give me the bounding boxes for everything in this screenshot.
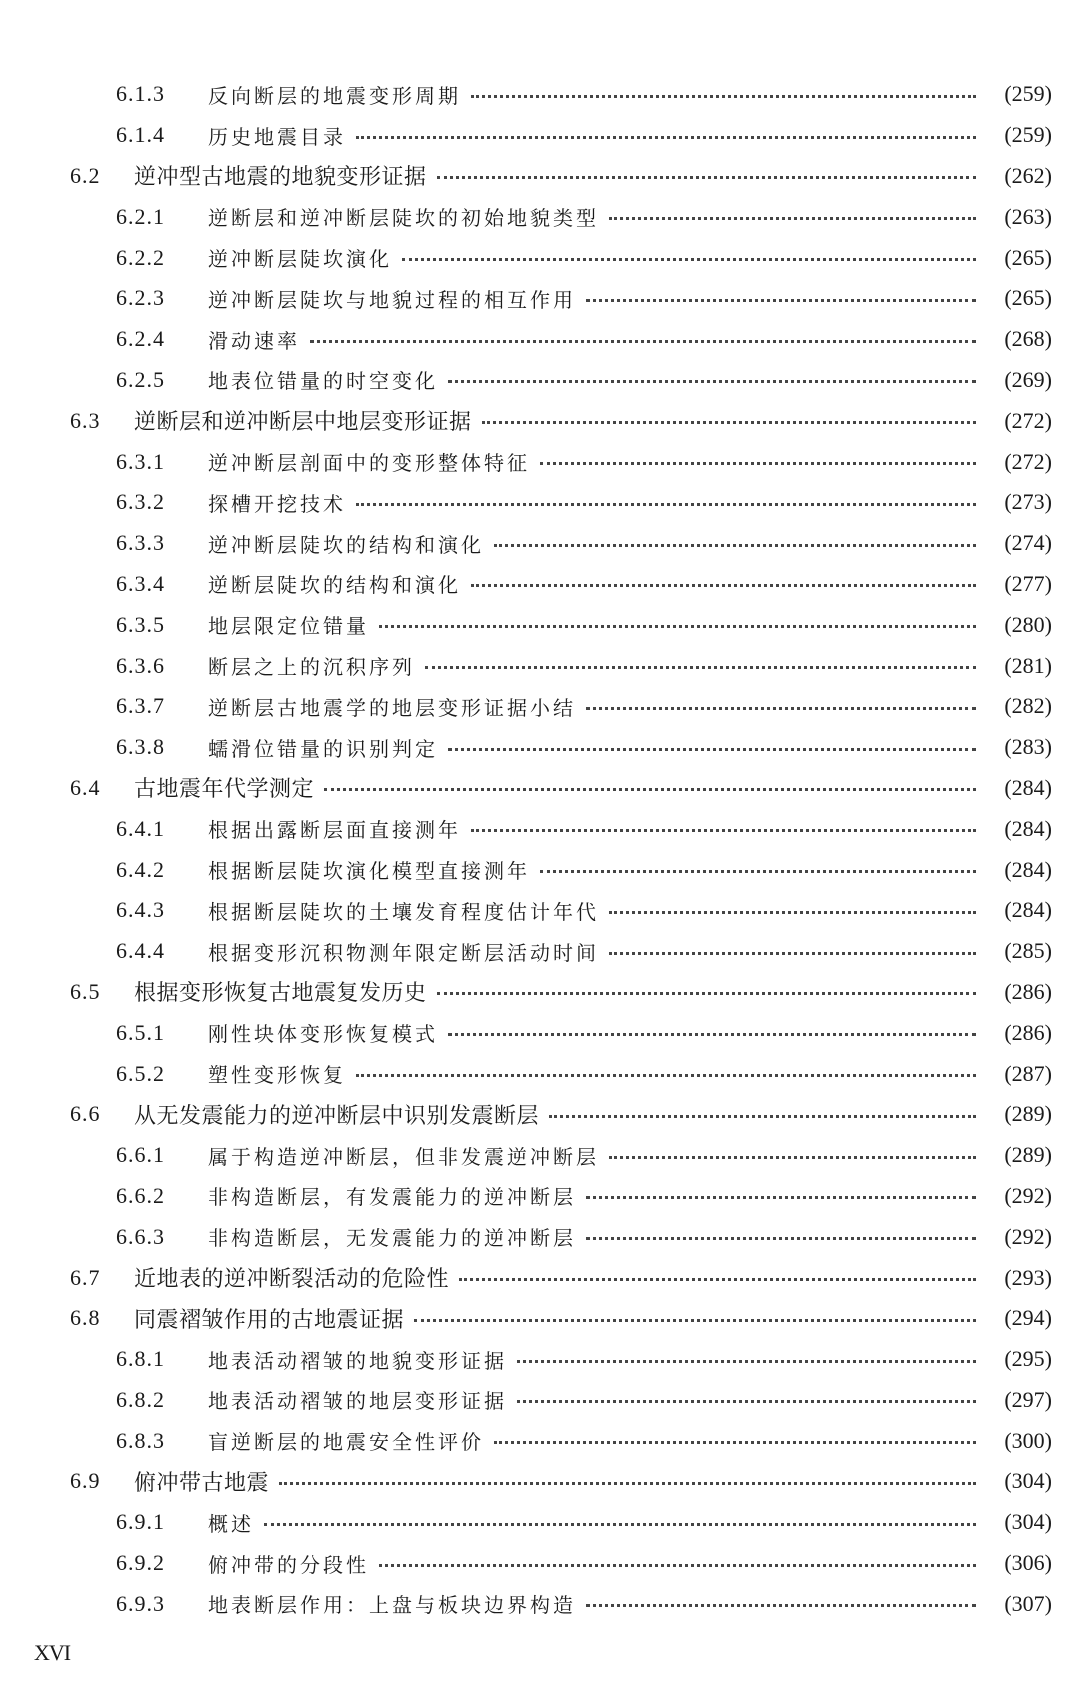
toc-entry-page: (263) bbox=[1004, 203, 1052, 229]
toc-section-entry bbox=[0, 972, 1080, 1013]
toc-subsection-entry bbox=[0, 1216, 1080, 1257]
toc-entry-page: (300) bbox=[1004, 1427, 1052, 1453]
toc-entry-number: 6.5 bbox=[70, 978, 101, 1004]
dot-leader bbox=[609, 217, 976, 220]
toc-entry-page: (280) bbox=[1004, 611, 1052, 637]
toc-entry-page: (287) bbox=[1004, 1060, 1052, 1086]
dot-leader bbox=[494, 1441, 976, 1444]
toc-subsection-entry bbox=[0, 115, 1080, 156]
toc-subsection-entry bbox=[0, 278, 1080, 319]
toc-entry-number: 6.3.3 bbox=[116, 530, 165, 556]
toc-entry-number: 6.3.7 bbox=[116, 693, 165, 719]
dot-leader bbox=[279, 1482, 976, 1485]
toc-entry-page: (269) bbox=[1004, 366, 1052, 392]
dot-leader bbox=[356, 1074, 976, 1077]
toc-subsection-entry bbox=[0, 319, 1080, 360]
toc-subsection-entry bbox=[0, 360, 1080, 401]
toc-entry-title: 逆断层和逆冲断层陡坎的初始地貌类型 bbox=[208, 206, 599, 231]
toc-entry-title: 逆断层和逆冲断层中地层变形证据 bbox=[134, 410, 472, 436]
toc-section-entry bbox=[0, 1094, 1080, 1135]
toc-section-entry bbox=[0, 1461, 1080, 1502]
toc-entry-title: 近地表的逆冲断裂活动的危险性 bbox=[134, 1267, 450, 1292]
page-number-folio: XVI bbox=[34, 1640, 71, 1665]
toc-entry-title: 概述 bbox=[208, 1511, 254, 1536]
toc-entry-title: 历史地震目录 bbox=[208, 124, 346, 149]
dot-leader bbox=[379, 1564, 976, 1567]
toc-entry-title: 反向断层的地震变形周期 bbox=[208, 83, 461, 108]
toc-entry-title: 根据变形沉积物测年限定断层活动时间 bbox=[208, 940, 599, 965]
toc-subsection-entry bbox=[0, 1583, 1080, 1624]
toc-entry-number: 6.3 bbox=[70, 407, 101, 433]
dot-leader bbox=[471, 829, 976, 832]
toc-subsection-entry bbox=[0, 808, 1080, 849]
toc-subsection-entry bbox=[0, 482, 1080, 523]
toc-subsection-entry bbox=[0, 564, 1080, 605]
dot-leader bbox=[448, 380, 976, 383]
toc-section-entry bbox=[0, 1257, 1080, 1298]
toc-entry-title: 刚性块体变形恢复模式 bbox=[208, 1022, 438, 1047]
toc-section-entry bbox=[0, 156, 1080, 197]
toc-entry-number: 6.3.6 bbox=[116, 652, 165, 678]
toc-entry-page: (285) bbox=[1004, 938, 1052, 964]
toc-entry-title: 根据出露断层面直接测年 bbox=[208, 818, 461, 843]
toc-subsection-entry bbox=[0, 237, 1080, 278]
toc-entry-number: 6.3.1 bbox=[116, 448, 165, 474]
toc-entry-number: 6.1.4 bbox=[116, 122, 165, 148]
dot-leader bbox=[402, 258, 976, 261]
toc-entry-number: 6.7 bbox=[70, 1264, 101, 1290]
toc-subsection-entry bbox=[0, 604, 1080, 645]
toc-entry-title: 根据断层陡坎演化模型直接测年 bbox=[208, 859, 530, 884]
toc-subsection-entry bbox=[0, 1420, 1080, 1461]
toc-entry-title: 根据变形恢复古地震复发历史 bbox=[134, 981, 427, 1007]
toc-entry-page: (304) bbox=[1004, 1468, 1052, 1494]
toc-subsection-entry bbox=[0, 931, 1080, 972]
toc-entry-number: 6.6 bbox=[70, 1101, 101, 1127]
toc-entry-page: (259) bbox=[1004, 81, 1052, 107]
toc-entry-title: 从无发震能力的逆冲断层中识别发震断层 bbox=[134, 1103, 540, 1129]
toc-subsection-entry bbox=[0, 1380, 1080, 1421]
toc-entry-title: 逆冲断层陡坎演化 bbox=[208, 247, 392, 272]
toc-entry-number: 6.6.2 bbox=[116, 1182, 165, 1208]
toc-subsection-entry bbox=[0, 1339, 1080, 1380]
toc-subsection-entry bbox=[0, 1135, 1080, 1176]
toc-entry-title: 逆断层陡坎的结构和演化 bbox=[208, 573, 461, 598]
toc-entry-title: 地表断层作用：上盘与板块边界构造 bbox=[208, 1593, 576, 1618]
toc-entry-page: (289) bbox=[1004, 1101, 1052, 1127]
toc-subsection-entry bbox=[0, 1012, 1080, 1053]
toc-entry-page: (265) bbox=[1004, 244, 1052, 270]
toc-entry-number: 6.5.1 bbox=[116, 1019, 165, 1045]
toc-entry-page: (259) bbox=[1004, 122, 1052, 148]
dot-leader bbox=[264, 1523, 976, 1526]
toc-entry-title: 地层限定位错量 bbox=[208, 614, 369, 639]
toc-entry-title: 地表活动褶皱的地层变形证据 bbox=[208, 1389, 507, 1414]
toc-entry-number: 6.3.5 bbox=[116, 611, 165, 637]
dot-leader bbox=[586, 1196, 976, 1199]
toc-entry-number: 6.4 bbox=[70, 774, 101, 800]
dot-leader bbox=[540, 462, 976, 465]
toc-entry-number: 6.5.2 bbox=[116, 1060, 165, 1086]
toc-entry-page: (272) bbox=[1004, 407, 1052, 433]
toc-entry-number: 6.6.1 bbox=[116, 1142, 165, 1168]
toc-entry-number: 6.4.1 bbox=[116, 815, 165, 841]
toc-entry-number: 6.2.5 bbox=[116, 366, 165, 392]
toc-entry-page: (292) bbox=[1004, 1223, 1052, 1249]
toc-entry-title: 根据断层陡坎的土壤发育程度估计年代 bbox=[208, 899, 599, 924]
toc-subsection-entry bbox=[0, 849, 1080, 890]
dot-leader bbox=[494, 544, 976, 547]
toc-entry-page: (281) bbox=[1004, 652, 1052, 678]
toc-entry-number: 6.4.3 bbox=[116, 897, 165, 923]
toc-entry-title: 逆冲断层剖面中的变形整体特征 bbox=[208, 451, 530, 476]
dot-leader bbox=[540, 870, 976, 873]
toc-entry-page: (274) bbox=[1004, 530, 1052, 556]
toc-entry-title: 地表位错量的时空变化 bbox=[208, 369, 438, 394]
toc-entry-title: 属于构造逆冲断层，但非发震逆冲断层 bbox=[208, 1144, 599, 1169]
toc-entry-number: 6.8.1 bbox=[116, 1346, 165, 1372]
toc-entry-number: 6.8.2 bbox=[116, 1386, 165, 1412]
dot-leader bbox=[517, 1400, 976, 1403]
toc-subsection-entry bbox=[0, 727, 1080, 768]
dot-leader bbox=[356, 503, 976, 506]
toc-entry-number: 6.9.1 bbox=[116, 1509, 165, 1535]
toc-entry-title: 探槽开挖技术 bbox=[208, 491, 346, 516]
toc-entry-title: 逆断层古地震学的地层变形证据小结 bbox=[208, 695, 576, 720]
dot-leader bbox=[324, 788, 976, 791]
table-of-contents bbox=[0, 74, 1080, 1624]
toc-entry-number: 6.3.8 bbox=[116, 734, 165, 760]
toc-entry-page: (262) bbox=[1004, 162, 1052, 188]
toc-entry-page: (284) bbox=[1004, 856, 1052, 882]
toc-entry-page: (277) bbox=[1004, 570, 1052, 596]
toc-entry-page: (272) bbox=[1004, 448, 1052, 474]
toc-subsection-entry bbox=[0, 1176, 1080, 1217]
dot-leader bbox=[471, 584, 976, 587]
toc-entry-page: (286) bbox=[1004, 1019, 1052, 1045]
toc-entry-page: (282) bbox=[1004, 693, 1052, 719]
toc-entry-title: 地表活动褶皱的地貌变形证据 bbox=[208, 1348, 507, 1373]
toc-entry-title: 蠕滑位错量的识别判定 bbox=[208, 736, 438, 761]
toc-entry-title: 非构造断层，有发震能力的逆冲断层 bbox=[208, 1185, 576, 1210]
toc-entry-number: 6.2 bbox=[70, 162, 101, 188]
toc-entry-title: 逆冲断层陡坎的结构和演化 bbox=[208, 532, 484, 557]
toc-entry-number: 6.9.3 bbox=[116, 1590, 165, 1616]
toc-subsection-entry bbox=[0, 1053, 1080, 1094]
dot-leader bbox=[379, 625, 976, 628]
dot-leader bbox=[437, 992, 976, 995]
dot-leader bbox=[586, 707, 976, 710]
dot-leader bbox=[549, 1115, 976, 1118]
toc-section-entry bbox=[0, 400, 1080, 441]
toc-entry-title: 断层之上的沉积序列 bbox=[208, 655, 415, 680]
toc-entry-page: (307) bbox=[1004, 1590, 1052, 1616]
toc-entry-title: 滑动速率 bbox=[208, 328, 300, 353]
dot-leader bbox=[482, 421, 976, 424]
toc-subsection-entry bbox=[0, 1543, 1080, 1584]
toc-entry-page: (283) bbox=[1004, 734, 1052, 760]
toc-entry-number: 6.2.2 bbox=[116, 244, 165, 270]
toc-entry-page: (265) bbox=[1004, 285, 1052, 311]
toc-entry-page: (268) bbox=[1004, 326, 1052, 352]
toc-entry-title: 俯冲带的分段性 bbox=[208, 1552, 369, 1577]
toc-entry-page: (284) bbox=[1004, 815, 1052, 841]
toc-entry-title: 逆冲断层陡坎与地貌过程的相互作用 bbox=[208, 287, 576, 312]
toc-entry-page: (294) bbox=[1004, 1305, 1052, 1331]
dot-leader bbox=[414, 1319, 976, 1322]
toc-section-entry bbox=[0, 1298, 1080, 1339]
dot-leader bbox=[459, 1278, 976, 1281]
toc-entry-title: 盲逆断层的地震安全性评价 bbox=[208, 1430, 484, 1455]
toc-entry-number: 6.8 bbox=[70, 1305, 101, 1331]
toc-subsection-entry bbox=[0, 523, 1080, 564]
toc-subsection-entry bbox=[0, 74, 1080, 115]
toc-entry-number: 6.3.2 bbox=[116, 489, 165, 515]
toc-subsection-entry bbox=[0, 1502, 1080, 1543]
dot-leader bbox=[586, 1604, 976, 1607]
toc-entry-page: (289) bbox=[1004, 1142, 1052, 1168]
toc-subsection-entry bbox=[0, 890, 1080, 931]
toc-entry-page: (295) bbox=[1004, 1346, 1052, 1372]
dot-leader bbox=[517, 1360, 976, 1363]
dot-leader bbox=[586, 299, 976, 302]
toc-subsection-entry bbox=[0, 196, 1080, 237]
dot-leader bbox=[609, 952, 976, 955]
toc-entry-page: (284) bbox=[1004, 897, 1052, 923]
dot-leader bbox=[609, 1156, 976, 1159]
toc-subsection-entry bbox=[0, 686, 1080, 727]
toc-entry-page: (304) bbox=[1004, 1509, 1052, 1535]
toc-subsection-entry bbox=[0, 441, 1080, 482]
dot-leader bbox=[448, 748, 976, 751]
toc-entry-number: 6.2.3 bbox=[116, 285, 165, 311]
dot-leader bbox=[471, 95, 976, 98]
toc-entry-number: 6.2.4 bbox=[116, 326, 165, 352]
toc-entry-page: (273) bbox=[1004, 489, 1052, 515]
toc-entry-title: 非构造断层，无发震能力的逆冲断层 bbox=[208, 1226, 576, 1251]
dot-leader bbox=[448, 1033, 976, 1036]
toc-entry-number: 6.4.2 bbox=[116, 856, 165, 882]
dot-leader bbox=[356, 136, 976, 139]
toc-entry-number: 6.9.2 bbox=[116, 1550, 165, 1576]
dot-leader bbox=[425, 666, 976, 669]
dot-leader bbox=[310, 340, 976, 343]
toc-entry-number: 6.4.4 bbox=[116, 938, 165, 964]
dot-leader bbox=[437, 176, 976, 179]
toc-entry-page: (297) bbox=[1004, 1386, 1052, 1412]
toc-entry-number: 6.8.3 bbox=[116, 1427, 165, 1453]
toc-entry-page: (284) bbox=[1004, 774, 1052, 800]
dot-leader bbox=[609, 911, 976, 914]
toc-entry-number: 6.6.3 bbox=[116, 1223, 165, 1249]
toc-entry-title: 俯冲带古地震 bbox=[134, 1470, 270, 1496]
toc-entry-number: 6.3.4 bbox=[116, 570, 165, 596]
dot-leader bbox=[586, 1237, 976, 1240]
toc-entry-page: (293) bbox=[1004, 1264, 1052, 1290]
toc-section-entry bbox=[0, 768, 1080, 809]
toc-entry-page: (292) bbox=[1004, 1182, 1052, 1208]
toc-entry-title: 塑性变形恢复 bbox=[208, 1063, 346, 1088]
toc-entry-page: (286) bbox=[1004, 978, 1052, 1004]
toc-subsection-entry bbox=[0, 645, 1080, 686]
toc-entry-title: 同震褶皱作用的古地震证据 bbox=[134, 1307, 405, 1333]
toc-entry-number: 6.1.3 bbox=[116, 81, 165, 107]
toc-entry-title: 古地震年代学测定 bbox=[134, 777, 315, 803]
toc-entry-page: (306) bbox=[1004, 1550, 1052, 1576]
toc-entry-number: 6.2.1 bbox=[116, 203, 165, 229]
toc-entry-title: 逆冲型古地震的地貌变形证据 bbox=[134, 165, 427, 191]
toc-entry-number: 6.9 bbox=[70, 1468, 101, 1494]
